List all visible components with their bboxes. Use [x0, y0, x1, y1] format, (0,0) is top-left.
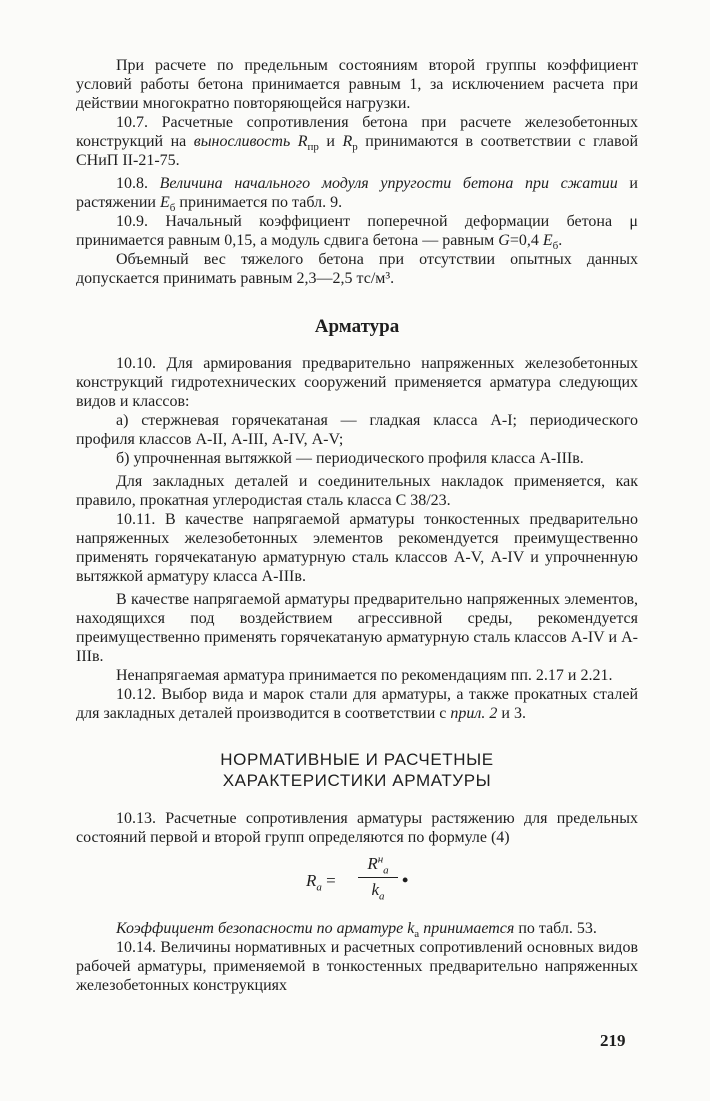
paragraph-text: Для армирования предварительно напряженных железобетонных конструкций гидротехнических сооружений применяется арматура следующих видов и классов:	[76, 355, 638, 410]
symbol-e: E	[159, 194, 170, 211]
superscript: н	[377, 853, 384, 866]
clause-number: 10.8.	[116, 175, 148, 192]
paragraph-safety-factor	[76, 919, 638, 941]
subscript: б	[552, 240, 559, 253]
subscript: р	[352, 141, 358, 154]
heading-line: НОРМАТИВНЫЕ И РАСЧЕТНЫЕ	[220, 750, 494, 769]
emphasis-text: прил. 2	[450, 705, 498, 722]
symbol-g: G	[498, 232, 510, 249]
section-heading-characteristics	[76, 749, 638, 791]
fraction-numerator	[358, 853, 398, 875]
paragraph-10-9	[76, 212, 638, 253]
paragraph-text: Величины нормативных и расчетных сопротивлений основных видов рабочей арматуры, применяемой в тонкостенных предварительно напряженных железобетонных конструкциях	[76, 939, 638, 994]
paragraph-text: Начальный коэффициент поперечной деформации бетона μ принимается равным 0,15, а модуль сдвига бетона — равным	[76, 213, 638, 249]
paragraph-text: В качестве напрягаемой арматуры тонкостенных предварительно напряженных железобетонных элементов рекомендуется преимущественно применять горячекатаную арматурную сталь классов А-V, А-IV и упрочненную вытяжкой арматуру класса А-IIIв.	[76, 511, 638, 585]
paragraph-aggressive-env: В качестве напрягаемой арматуры предварительно напряженных элементов, находящихся под воздействием агрессивной среды, рекомендуется преимущественно применять горячекатаную арматурную сталь классов А-IV и А-IIIв.	[76, 591, 638, 665]
formula-4	[76, 853, 638, 909]
fraction-bar	[358, 877, 398, 878]
symbol-k: k	[407, 920, 415, 937]
paragraph-10-8	[76, 174, 638, 215]
paragraph-10-13	[76, 809, 638, 847]
formula-end-mark: •	[402, 870, 409, 890]
heading-line: ХАРАКТЕРИСТИКИ АРМАТУРЫ	[222, 771, 492, 790]
symbol-r: R	[306, 871, 317, 890]
section-heading-armatura: Арматура	[314, 316, 400, 337]
paragraph-10-10	[76, 354, 638, 411]
paragraph-10-11	[76, 510, 638, 586]
paragraph-text: принимается по табл. 9.	[175, 194, 343, 211]
subscript: а	[316, 881, 322, 894]
emphasis-text: Величина начального модуля упругости бетона при сжатии	[148, 175, 618, 192]
subscript: пр	[307, 141, 319, 154]
subscript: б	[169, 202, 176, 215]
clause-number: 10.7.	[116, 114, 148, 131]
subscript: а	[383, 864, 389, 877]
emphasis-text: Коэффициент безопасности по арматуре	[116, 920, 408, 937]
paragraph-text: При расчете по предельным состояниям второй группы коэффициент условий работы бетона принимается равным 1, за исключением расчета при действии многократно повторяющейся нагрузки.	[76, 57, 638, 112]
page-number: 219	[600, 1031, 626, 1050]
symbol-r: R	[367, 854, 378, 873]
paragraph-non-stressed: Ненапрягаемая арматура принимается по рекомендациям пп. 2.17 и 2.21.	[116, 667, 613, 684]
paragraph-10-7	[76, 113, 638, 170]
clause-number: 10.10.	[116, 355, 156, 372]
list-item-b: б) упрочненная вытяжкой — периодического профиля класса А-IIIв.	[116, 450, 584, 467]
symbol-e: E	[542, 232, 553, 249]
paragraph-embedded-parts: Для закладных деталей и соединительных накладок применяется, как правило, прокатная углеродистая сталь класса С 38/23.	[76, 473, 638, 509]
fraction-denominator	[358, 880, 398, 903]
page-body	[76, 56, 638, 995]
paragraph-10-12	[76, 685, 638, 723]
subscript: а	[379, 890, 385, 903]
paragraph-second-group	[76, 56, 638, 113]
paragraph-text: Расчетные сопротивления бетона при расчете железобетонных конструкций на	[76, 114, 638, 150]
clause-number: 10.13.	[116, 810, 156, 827]
symbol-r: R	[297, 133, 308, 150]
paragraph-weight	[76, 250, 638, 288]
paragraph-text: по табл. 53.	[514, 920, 597, 937]
list-item-a: а) стержневая горячекатаная — гладкая класса А-I; периодического профиля классов А-II, А-III, А-IV, А-V;	[76, 412, 638, 448]
paragraph-text: =0,4	[509, 232, 543, 249]
paragraph-text: Объемный вес тяжелого бетона при отсутствии опытных данных допускается принимать равным 2,3—2,5 тс/м³.	[76, 251, 638, 287]
paragraph-text: принимаются в соответствии с главой СНиП II-21-75.	[76, 133, 639, 169]
paragraph-text: и	[318, 133, 343, 150]
paragraph-text: Расчетные сопротивления арматуры растяжению для предельных состояний первой и второй групп определяются по формуле (4)	[76, 810, 638, 846]
clause-number: 10.11.	[116, 511, 156, 528]
emphasis-text: принимается	[419, 920, 515, 937]
subscript: а	[414, 928, 420, 941]
paragraph-text: Выбор вида и марок стали для арматуры, а также прокатных сталей для закладных деталей производится в соответствии с	[76, 686, 638, 722]
emphasis-text: выносливость	[193, 133, 291, 150]
clause-number: 10.12.	[116, 686, 156, 703]
equals-sign: =	[321, 871, 336, 890]
paragraph-text: и растяжении	[76, 175, 638, 211]
symbol-r: R	[342, 133, 353, 150]
formula-fraction	[358, 853, 398, 903]
paragraph-10-14	[76, 938, 638, 995]
paragraph-text: .	[558, 232, 563, 249]
formula-lhs	[306, 871, 336, 894]
clause-number: 10.9.	[116, 213, 148, 230]
paragraph-text: и 3.	[497, 705, 526, 722]
symbol-k: k	[371, 880, 380, 899]
clause-number: 10.14.	[116, 939, 156, 956]
